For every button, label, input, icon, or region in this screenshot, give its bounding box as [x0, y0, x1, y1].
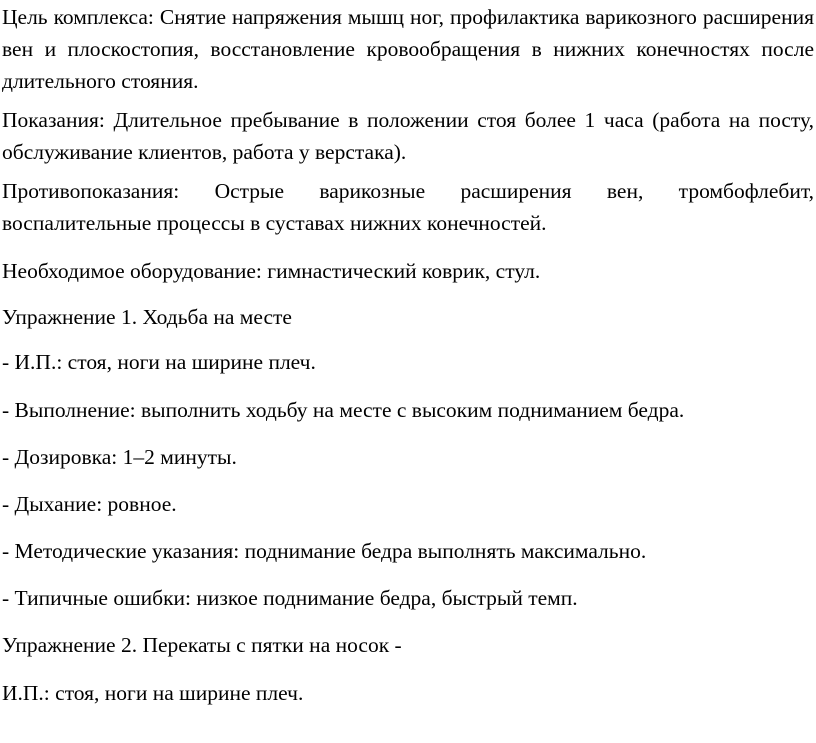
- contraindications-paragraph: Противопоказания: Острые варикозные расширения вен, тромбофлебит, воспалительные процессы в суставах нижних конечностей.: [2, 179, 814, 235]
- goal-paragraph: Цель комплекса: Снятие напряжения мышц ног, профилактика варикозного расширения вен и плоскостопия, восстановление кровообращения в нижних конечностях после длительного стояния.: [2, 5, 814, 93]
- exercise-1-start-position: - И.П.: стоя, ноги на ширине плеч.: [2, 350, 316, 374]
- exercise-1-guidelines: - Методические указания: поднимание бедра выполнять максимально.: [2, 539, 647, 563]
- equipment-paragraph: Необходимое оборудование: гимнастический коврик, стул.: [2, 259, 541, 283]
- indications-paragraph: Показания: Длительное пребывание в положении стоя более 1 часа (работа на посту, обслуживание клиентов, работа у верстака).: [2, 108, 814, 164]
- exercise-1-execution: - Выполнение: выполнить ходьбу на месте с высоким подниманием бедра.: [2, 398, 685, 422]
- exercise-1-mistakes: - Типичные ошибки: низкое поднимание бедра, быстрый темп.: [2, 586, 578, 610]
- exercise-1-breathing: - Дыхание: ровное.: [2, 492, 177, 516]
- exercise-2-title: Упражнение 2. Перекаты с пятки на носок -: [2, 633, 402, 657]
- exercise-1-title: Упражнение 1. Ходьба на месте: [2, 305, 292, 329]
- exercise-1-dosage: - Дозировка: 1–2 минуты.: [2, 445, 237, 469]
- exercise-2-start-position: И.П.: стоя, ноги на ширине плеч.: [2, 681, 304, 705]
